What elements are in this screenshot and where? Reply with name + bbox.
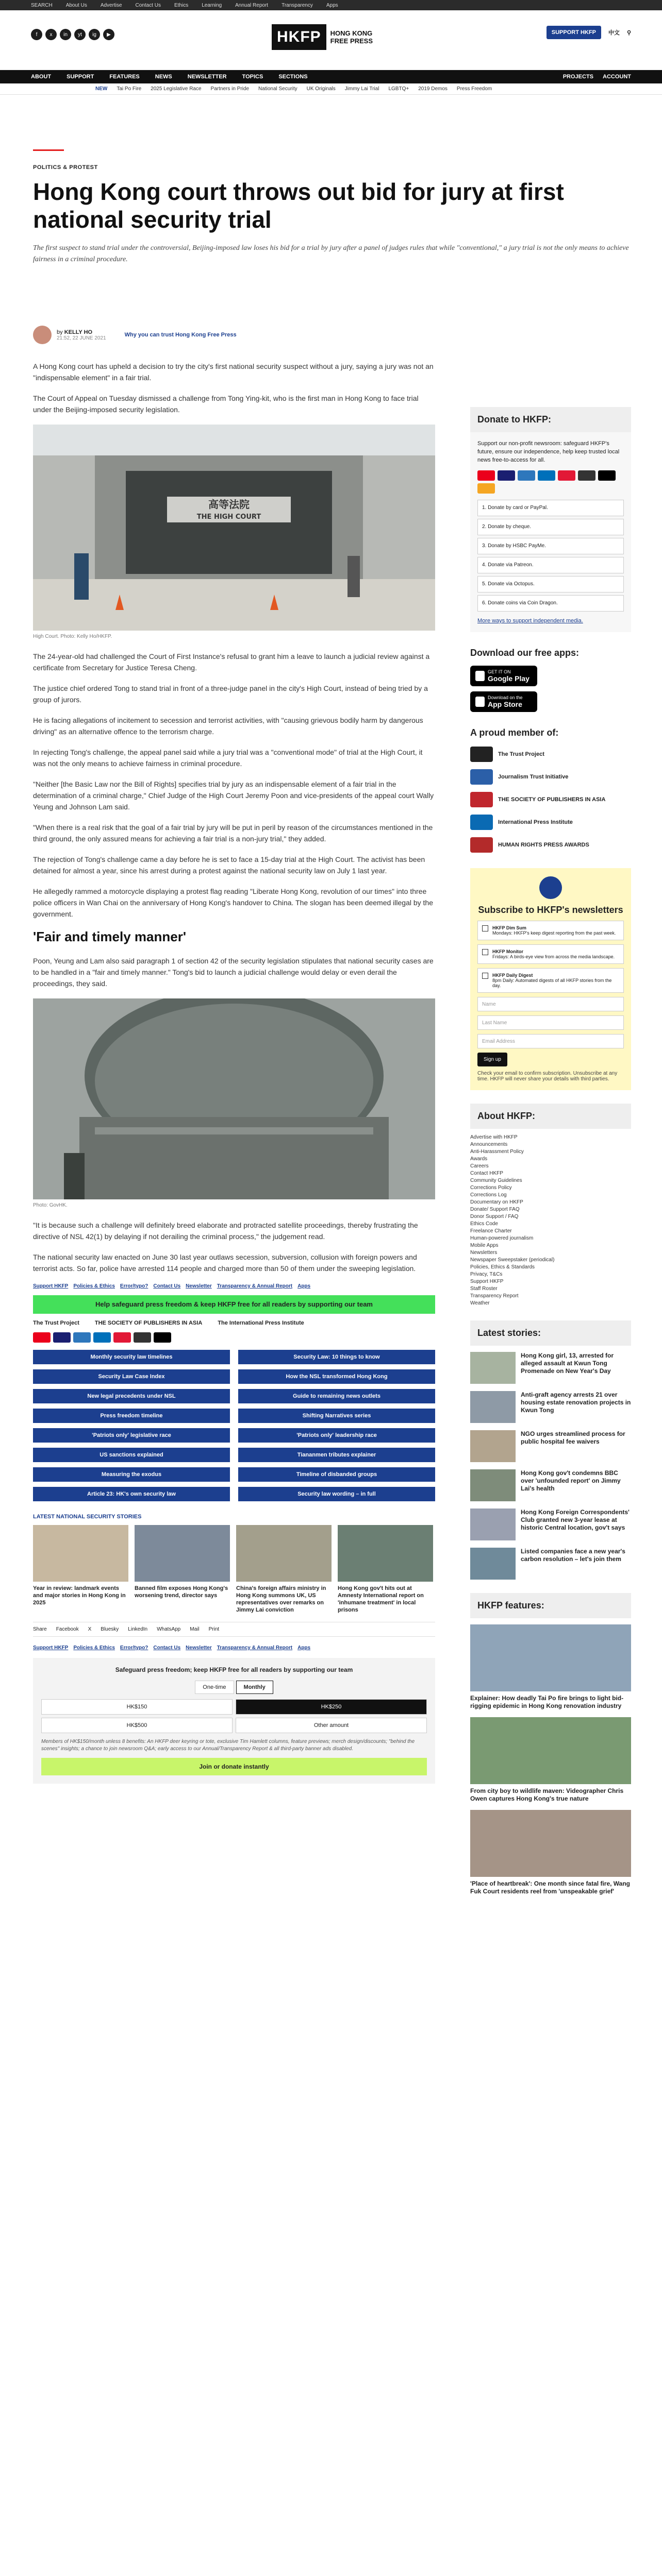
share-mail[interactable]: Mail: [190, 1626, 200, 1632]
donate-panel: [470, 432, 631, 632]
topic-button[interactable]: Press freedom timeline: [33, 1409, 230, 1423]
member-heading: A proud member of:: [470, 727, 559, 738]
story-card[interactable]: [338, 1525, 433, 1614]
features-heading: HKFP features:: [470, 1593, 631, 1618]
support-button[interactable]: SUPPORT HKFP: [547, 26, 601, 39]
about-link[interactable]: Awards: [470, 1156, 488, 1162]
newsletter-logo-icon: [539, 876, 562, 899]
donation-widget: [33, 1658, 435, 1784]
sopa-logo[interactable]: THE SOCIETY OF PUBLISHERS IN ASIA: [94, 1320, 203, 1326]
about-link[interactable]: Contact HKFP: [470, 1171, 503, 1176]
article-header: [33, 149, 631, 265]
topic-buttons: [33, 1350, 435, 1501]
share-bar: [33, 1622, 435, 1637]
instagram-icon[interactable]: ig: [89, 29, 100, 40]
feature-card[interactable]: [470, 1810, 631, 1895]
youtube-icon[interactable]: yt: [74, 29, 86, 40]
about-heading: About HKFP:: [470, 1104, 631, 1129]
topic-button[interactable]: Article 23: HK's own security law: [33, 1487, 230, 1501]
paragraph: The Court of Appeal on Tuesday dismissed a challenge from Tong Ying-kit, who is the first man in Hong Kong to face trial under the Beijing-imposed security legislation.: [33, 394, 419, 414]
topic-button[interactable]: 'Patriots only' leadership race: [238, 1428, 435, 1443]
trust-link[interactable]: Why you can trust Hong Kong Free Press: [124, 332, 237, 338]
court-sign-en: THE HIGH COURT: [196, 513, 261, 521]
footer-link[interactable]: Apps: [297, 1645, 311, 1651]
publish-date: 21:52, 22 JUNE 2021: [57, 335, 106, 341]
footer-link[interactable]: Support HKFP: [33, 1645, 69, 1651]
about-link[interactable]: Ethics Code: [470, 1221, 498, 1227]
photo-caption: High Court. Photo: Kelly Ho/HKFP.: [33, 634, 112, 639]
member-name: THE SOCIETY OF PUBLISHERS IN ASIA: [498, 796, 606, 803]
linkedin-icon[interactable]: in: [60, 29, 71, 40]
about-link[interactable]: Staff Roster: [470, 1286, 498, 1292]
topic-button[interactable]: Shifting Narratives series: [238, 1409, 435, 1423]
story-thumbnail: [470, 1469, 516, 1501]
footer-link[interactable]: Error/typo?: [120, 1645, 148, 1651]
story-title: Anti-graft agency arrests 21 over housing estate renovation projects in Kwun Tong: [521, 1391, 631, 1414]
about-link[interactable]: Newsletters: [470, 1250, 498, 1256]
donate-option[interactable]: 2. Donate by cheque.: [477, 519, 624, 535]
app-store-label: App Store: [488, 700, 522, 708]
footer-link[interactable]: Contact Us: [153, 1645, 181, 1651]
org-logo: [470, 837, 493, 853]
newsletter-note: Check your email to confirm subscription. Unsubscribe at any time. HKFP will never share your details with third parties.: [477, 1071, 618, 1082]
first-name-input[interactable]: Name: [477, 997, 624, 1011]
nav-item[interactable]: ABOUT: [31, 74, 52, 80]
share-print[interactable]: Print: [208, 1626, 220, 1632]
member-name: The Trust Project: [498, 751, 544, 757]
apps-heading: Download our free apps:: [470, 648, 580, 658]
play-icon[interactable]: ▶: [103, 29, 114, 40]
latest-heading: Latest stories:: [470, 1320, 631, 1346]
checkbox[interactable]: [482, 925, 488, 931]
story-thumbnail: [33, 1525, 128, 1582]
story-thumbnail: [470, 1548, 516, 1580]
footer-link[interactable]: Policies & Ethics: [73, 1645, 115, 1651]
donate-option[interactable]: 6. Donate coins via Coin Dragon.: [477, 595, 624, 612]
latest-stories: [470, 1320, 631, 1580]
features-section: [470, 1593, 631, 1895]
org-logo: [470, 792, 493, 807]
app-store-small: Download on the: [488, 695, 523, 700]
article-lede: The first suspect to stand trial under the controversial, Beijing-imposed law loses his bid for a trial by jury after a panel of judges rules that while "conventional," a jury trial is not the only means to achieve fairness in a criminal procedure.: [33, 244, 629, 263]
nav-item[interactable]: PROJECTS: [562, 74, 593, 80]
paragraph: Poon, Yeung and Lam also said paragraph 1 of section 42 of the security legislation stipulates that national security cases are to be handled in a "fair and timely manner." Tong's bid to launch a judicial challenge would delay or even derail the proceedings, they said.: [33, 957, 434, 988]
mastercard-icon: [33, 1332, 51, 1343]
language-toggle[interactable]: 中文: [608, 30, 620, 36]
option-title: HKFP Monitor: [492, 949, 523, 954]
about-link[interactable]: Corrections Policy: [470, 1185, 512, 1191]
donate-option[interactable]: 4. Donate via Patreon.: [477, 557, 624, 573]
trending-bar: [0, 83, 662, 95]
about-link[interactable]: Newspaper Sweepstaker (periodical): [470, 1257, 555, 1263]
member-org[interactable]: [470, 747, 631, 762]
trending-link[interactable]: National Security: [258, 86, 297, 92]
footer-link[interactable]: Support HKFP: [33, 1283, 69, 1289]
partner-logos: [33, 1320, 435, 1326]
google-play-small: GET IT ON: [488, 669, 511, 674]
paragraph: In rejecting Tong's challenge, the appeal panel said while a jury trial was a "conventional mode" of trial at the High Court, it was not the only means to achieve fairness in criminal procedure.: [33, 748, 423, 768]
about-link[interactable]: Advertise with HKFP: [470, 1134, 518, 1140]
story-title: Hong Kong gov't condemns BBC over 'unfounded report' on Jimmy Lai's health: [521, 1469, 621, 1492]
newsletter-option[interactable]: [477, 921, 624, 940]
trending-link[interactable]: 2025 Legislative Race: [151, 86, 202, 92]
share-facebook[interactable]: Facebook: [56, 1626, 79, 1632]
sidebar-payment-icons: [477, 470, 624, 494]
nav-item[interactable]: SUPPORT: [67, 74, 94, 80]
topbar-item[interactable]: Learning: [202, 2, 222, 8]
option-desc: Fridays: A birds-eye view from across the media landscape.: [492, 954, 615, 959]
paragraph: "It is because such a challenge will definitely breed elaborate and protracted satellite proceedings, thereby frustrating the directive of NSL 42(1) by delaying if not derailing the criminal process," the judgement read.: [33, 1221, 418, 1241]
feature-image: [470, 1717, 631, 1784]
logo-text-line1: HONG KONG: [330, 29, 373, 37]
about-link[interactable]: Documentary on HKFP: [470, 1199, 523, 1205]
footer-link[interactable]: Transparency & Annual Report: [217, 1645, 293, 1651]
article-support-links: [33, 1283, 435, 1289]
option-desc: Mondays: HKFP's keep digest reporting from the past week.: [492, 930, 616, 936]
logo-text: [330, 29, 373, 45]
about-link[interactable]: Community Guidelines: [470, 1178, 522, 1183]
about-link[interactable]: Donate/ Support FAQ: [470, 1207, 520, 1212]
tier-option[interactable]: HK$150: [41, 1699, 233, 1715]
payment-icons: [33, 1332, 435, 1343]
topbar-item[interactable]: Annual Report: [235, 2, 269, 8]
x-icon[interactable]: x: [45, 29, 57, 40]
feature-image: [470, 1810, 631, 1877]
member-org[interactable]: [470, 792, 631, 807]
latest-story[interactable]: [470, 1391, 631, 1423]
photo-caption: Photo: GovHK.: [33, 1202, 68, 1208]
org-logo: [470, 769, 493, 785]
share-x[interactable]: X: [88, 1626, 92, 1632]
story-thumbnail: [135, 1525, 230, 1582]
more-ways-link[interactable]: More ways to support independent media.: [477, 618, 583, 624]
gpay-icon: [578, 470, 595, 481]
topic-button[interactable]: Monthly security law timelines: [33, 1350, 230, 1364]
topbar-item[interactable]: About Us: [65, 2, 87, 8]
latest-ns-heading: LATEST NATIONAL SECURITY STORIES: [33, 1514, 142, 1520]
about-link[interactable]: Weather: [470, 1300, 490, 1306]
tier-option[interactable]: HK$500: [41, 1718, 233, 1733]
author-name[interactable]: KELLY HO: [64, 329, 93, 335]
topic-button[interactable]: Guide to remaining news outlets: [238, 1389, 435, 1403]
footer-link[interactable]: Newsletter: [186, 1645, 212, 1651]
paragraph: He allegedly rammed a motorcycle displaying a protest flag reading "Liberate Hong Kong, revolution of our times" into three police officers in Wan Chai on the anniversary of Hong Kong's handover to China. The slogan has been deemed illegal by the government.: [33, 887, 434, 918]
about-link[interactable]: Donor Support / FAQ: [470, 1214, 519, 1219]
topic-button[interactable]: Measuring the exodus: [33, 1467, 230, 1482]
about-link[interactable]: Corrections Log: [470, 1192, 507, 1198]
org-logo: [470, 815, 493, 830]
subheading: 'Fair and timely manner': [33, 929, 187, 944]
about-link[interactable]: Policies, Ethics & Standards: [470, 1264, 535, 1270]
story-thumbnail: [470, 1352, 516, 1384]
mastercard-icon: [477, 470, 495, 481]
topic-button[interactable]: Security law wording – in full: [238, 1487, 435, 1501]
nav-item[interactable]: ACCOUNT: [603, 74, 631, 80]
share-bluesky[interactable]: Bluesky: [101, 1626, 119, 1632]
author-avatar: [33, 326, 52, 344]
member-org[interactable]: [470, 815, 631, 830]
donate-option[interactable]: 1. Donate by card or PayPal.: [477, 500, 624, 516]
story-title: Banned film exposes Hong Kong's worsening trend, director says: [135, 1585, 228, 1599]
story-title: Hong Kong Foreign Correspondents' Club granted new 3-year lease at historic Central location, gov't says: [521, 1509, 630, 1531]
newsletter-title: Subscribe to HKFP's newsletters: [478, 905, 623, 915]
about-link[interactable]: Freelance Charter: [470, 1228, 512, 1234]
topic-button[interactable]: New legal precedents under NSL: [33, 1389, 230, 1403]
about-link[interactable]: Privacy, T&Cs: [470, 1272, 503, 1277]
article-title: Hong Kong court throws out bid for jury at first national security trial: [33, 178, 564, 233]
checkbox[interactable]: [482, 973, 488, 979]
member-name: HUMAN RIGHTS PRESS AWARDS: [498, 842, 589, 848]
feature-image: [470, 1624, 631, 1691]
about-list: [470, 1134, 631, 1307]
byline-prefix: by: [57, 329, 63, 335]
paragraph: The national security law enacted on June 30 last year outlaws secession, subversion, collusion with foreign powers and terrorist acts. So far, police have arrested 114 people and charged more than 50 of them under the sweeping legislation.: [33, 1253, 417, 1273]
support-banner[interactable]: Help safeguard press freedom & keep HKFP free for all readers by supporting our team: [33, 1295, 435, 1314]
newsletter-signup: [470, 868, 631, 1090]
logo-text-line2: FREE PRESS: [330, 37, 373, 45]
donation-heading: Safeguard press freedom; keep HKFP free for all readers by supporting our team: [115, 1666, 353, 1673]
applepay-icon: [154, 1332, 171, 1343]
tier-option-selected[interactable]: HK$250: [236, 1699, 427, 1715]
topbar-item[interactable]: Advertise: [100, 2, 122, 8]
about-link[interactable]: Human-powered journalism: [470, 1235, 534, 1241]
paragraph: "Neither [the Basic Law nor the Bill of Rights] specifies trial by jury as an indispensable element of a fair trial in the determination of a criminal charge," Chief Judge of the High Court Jeremy Poon and vice-presidents of the appeal court Wally Yeung and Johnson Lam said.: [33, 780, 434, 811]
paypal-icon: [93, 1332, 111, 1343]
paragraph: The justice chief ordered Tong to stand trial in front of a three-judge panel in the city's High Court, instead of being tried by a group of jurors.: [33, 684, 428, 704]
freq-monthly[interactable]: Monthly: [236, 1681, 273, 1694]
donate-heading: Donate to HKFP:: [470, 407, 631, 432]
about-link[interactable]: Transparency Report: [470, 1293, 519, 1299]
story-card[interactable]: [135, 1525, 230, 1614]
footer-link[interactable]: Transparency & Annual Report: [217, 1283, 293, 1289]
article-support-links-2: [33, 1645, 435, 1651]
payme-icon: [477, 483, 495, 494]
visa-icon: [498, 470, 515, 481]
topic-button[interactable]: Security Law Case Index: [33, 1369, 230, 1384]
topbar-item[interactable]: Apps: [326, 2, 338, 8]
story-thumbnail: [470, 1391, 516, 1423]
footer-link[interactable]: Policies & Ethics: [73, 1283, 115, 1289]
share-whatsapp[interactable]: WhatsApp: [157, 1626, 181, 1632]
option-desc: 8pm Daily: Automated digests of all HKFP stories from the day.: [492, 978, 612, 988]
trending-link[interactable]: Partners in Pride: [210, 86, 250, 92]
topbar-item-search[interactable]: SEARCH: [31, 2, 53, 8]
checkbox[interactable]: [482, 949, 488, 955]
applepay-icon: [598, 470, 616, 481]
story-thumbnail: [236, 1525, 332, 1582]
paypal-icon: [538, 470, 555, 481]
topic-button[interactable]: US sanctions explained: [33, 1448, 230, 1462]
ipi-logo[interactable]: The International Press Institute: [218, 1320, 304, 1326]
trending-link[interactable]: Jimmy Lai Trial: [344, 86, 379, 92]
story-title: NGO urges streamlined process for public hospital fee waivers: [521, 1430, 625, 1445]
paragraph: "When there is a real risk that the goal of a fair trial by jury will be put in peril by reason of the circumstances mentioned in the third ground, the only assured means for achieving a fair trial is a non-jury trial," they added.: [33, 823, 433, 843]
org-logo: [470, 747, 493, 762]
feature-card[interactable]: [470, 1717, 631, 1803]
story-title: Hong Kong girl, 13, arrested for alleged assault at Kwun Tong Promenade on New Year's Day: [521, 1352, 614, 1375]
trending-link[interactable]: UK Originals: [306, 86, 336, 92]
member-name: International Press Institute: [498, 819, 573, 825]
email-input[interactable]: Email Address: [477, 1034, 624, 1048]
tier-options: [41, 1699, 427, 1733]
freq-one-time[interactable]: One-time: [195, 1681, 234, 1694]
topic-button[interactable]: Timeline of disbanded groups: [238, 1467, 435, 1482]
newsletter-option[interactable]: [477, 968, 624, 993]
google-play-label: Google Play: [488, 674, 529, 683]
amex-icon: [518, 470, 535, 481]
paragraph: The 24-year-old had challenged the Court of First Instance's refusal to grant him a leave to launch a judicial review against a certificate from Secretary for Justice Teresa Cheng.: [33, 652, 430, 672]
latest-story[interactable]: [470, 1469, 631, 1501]
story-thumbnail: [470, 1430, 516, 1462]
high-court-illustration: [33, 425, 435, 631]
latest-story[interactable]: [470, 1509, 631, 1540]
unionpay-icon: [558, 470, 575, 481]
accent-rule: [33, 149, 64, 151]
signup-button[interactable]: Sign up: [477, 1053, 507, 1066]
donation-note: Members of HK$150/month unless 8 benefits: An HKFP deer keyring or tote, exclusive Tim Hamlett columns, feature previews; merch design/discounts; "behind the scenes" insights; a chance to join newsroom Q&A; early access to our Annual/Transparency Report & all third-party banner ads disabled.: [41, 1739, 415, 1752]
story-title: Hong Kong gov't hits out at Amnesty International report on 'inhumane treatment' in local prisons: [338, 1585, 424, 1613]
amex-icon: [73, 1332, 91, 1343]
visa-icon: [53, 1332, 71, 1343]
nav-item[interactable]: FEATURES: [109, 74, 140, 80]
story-thumbnail: [470, 1509, 516, 1540]
trending-link[interactable]: LGBTQ+: [388, 86, 409, 92]
top-utility-bar: [0, 0, 662, 10]
frequency-toggle: [41, 1681, 427, 1694]
nav-item[interactable]: SECTIONS: [278, 74, 308, 80]
topbar-item[interactable]: Ethics: [174, 2, 189, 8]
about-section: [470, 1104, 631, 1307]
about-link[interactable]: Announcements: [470, 1142, 508, 1147]
footer-link[interactable]: Contact Us: [153, 1283, 181, 1289]
facebook-icon[interactable]: f: [31, 29, 42, 40]
dome-illustration: [33, 998, 435, 1199]
article-category[interactable]: POLITICS & PROTEST: [33, 164, 98, 171]
footer-link[interactable]: Error/typo?: [120, 1283, 148, 1289]
app-store-badge[interactable]: [470, 691, 537, 712]
paragraph: He is facing allegations of incitement to secession and terrorist activities, with "causing grievous bodily harm by dangerous driving" as an alternative offence to the terrorism charge.: [33, 716, 423, 736]
topic-button[interactable]: How the NSL transformed Hong Kong: [238, 1369, 435, 1384]
gpay-icon: [134, 1332, 151, 1343]
article-body: [33, 361, 435, 1784]
sidebar: [470, 407, 631, 1903]
option-title: HKFP Dim Sum: [492, 925, 526, 930]
story-card[interactable]: [33, 1525, 128, 1614]
about-link[interactable]: Support HKFP: [470, 1279, 504, 1284]
footer-link[interactable]: Newsletter: [186, 1283, 212, 1289]
byline: [33, 326, 237, 344]
paragraph: The rejection of Tong's challenge came a day before he is set to face a 15-day trial at the High Court. The activist has been detained for almost a year, since his arrest during a protest against the national security law on July 1 last year.: [33, 855, 425, 875]
story-card[interactable]: [236, 1525, 332, 1614]
court-sign-cn: 高等法院: [208, 498, 250, 511]
feature-title: Explainer: How deadly Tai Po fire brings to light bid-rigging epidemic in Hong Kong renovation industry: [470, 1694, 624, 1709]
footer-link[interactable]: Apps: [297, 1283, 311, 1289]
latest-story[interactable]: [470, 1430, 631, 1462]
nav-item[interactable]: NEWS: [155, 74, 172, 80]
last-name-input[interactable]: Last Name: [477, 1015, 624, 1030]
site-logo[interactable]: [272, 22, 390, 53]
logo-box: HKFP: [272, 24, 326, 50]
nav-item[interactable]: NEWSLETTER: [187, 74, 227, 80]
about-link[interactable]: Anti-Harassment Policy: [470, 1149, 524, 1155]
topbar-item[interactable]: Transparency: [282, 2, 313, 8]
trending-link[interactable]: Press Freedom: [456, 86, 492, 92]
member-name: Journalism Trust Initiative: [498, 774, 569, 780]
new-badge: NEW: [95, 86, 108, 92]
paragraph: A Hong Kong court has upheld a decision to try the city's first national security suspect without a jury, saying a jury was not an "indispensable element" in a fair trial.: [33, 362, 434, 382]
option-title: HKFP Daily Digest: [492, 973, 533, 978]
newsletter-option[interactable]: [477, 944, 624, 964]
story-title: Listed companies face a new year's carbon resolution – let's join them: [521, 1548, 625, 1563]
feature-title: From city boy to wildlife maven: Videographer Chris Owen captures Hong Kong's true nature: [470, 1787, 624, 1802]
latest-story[interactable]: [470, 1352, 631, 1384]
google-play-badge[interactable]: [470, 666, 537, 686]
member-org[interactable]: [470, 769, 631, 785]
story-title: China's foreign affairs ministry in Hong Kong summons UK, US representatives over remarks on Jimmy Lai conviction: [236, 1585, 326, 1613]
nav-item[interactable]: TOPICS: [242, 74, 263, 80]
trust-project-logo[interactable]: The Trust Project: [33, 1320, 79, 1326]
feature-card[interactable]: [470, 1624, 631, 1710]
dome-photo: [33, 998, 435, 1199]
about-link[interactable]: Careers: [470, 1163, 489, 1169]
topic-button[interactable]: 'Patriots only' legislative race: [33, 1428, 230, 1443]
share-label: Share: [33, 1626, 47, 1632]
site-header: [0, 10, 662, 70]
social-icons: [31, 29, 114, 40]
share-linkedin[interactable]: LinkedIn: [128, 1626, 148, 1632]
unionpay-icon: [113, 1332, 131, 1343]
main-nav: [0, 70, 662, 83]
member-org[interactable]: [470, 837, 631, 853]
topic-button[interactable]: Security Law: 10 things to know: [238, 1350, 435, 1364]
donate-intro: Support our non-profit newsroom: safeguard HKFP's future, ensure our independence, help keep trusted local news free-to-access for all.: [477, 440, 620, 463]
trending-link[interactable]: Tai Po Fire: [117, 86, 142, 92]
join-button[interactable]: Join or donate instantly: [41, 1758, 427, 1775]
feature-title: 'Place of heartbreak': One month since fatal fire, Wang Fuk Court residents reel from 'unspeakable grief': [470, 1880, 631, 1895]
nav-right: [563, 74, 631, 80]
search-icon[interactable]: ⚲: [626, 29, 631, 36]
related-stories: [33, 1525, 435, 1614]
story-title: Year in review: landmark events and major stories in Hong Kong in 2025: [33, 1585, 126, 1606]
about-link[interactable]: Mobile Apps: [470, 1243, 499, 1248]
trending-link[interactable]: 2019 Demos: [418, 86, 448, 92]
topic-button[interactable]: Tiananmen tributes explainer: [238, 1448, 435, 1462]
donate-option[interactable]: 5. Donate via Octopus.: [477, 576, 624, 592]
story-thumbnail: [338, 1525, 433, 1582]
topbar-item[interactable]: Contact Us: [135, 2, 161, 8]
latest-story[interactable]: [470, 1548, 631, 1580]
donate-option[interactable]: 3. Donate by HSBC PayMe.: [477, 538, 624, 554]
header-actions: [547, 26, 631, 39]
tier-option-other[interactable]: Other amount: [236, 1718, 427, 1733]
high-court-photo: [33, 425, 435, 631]
